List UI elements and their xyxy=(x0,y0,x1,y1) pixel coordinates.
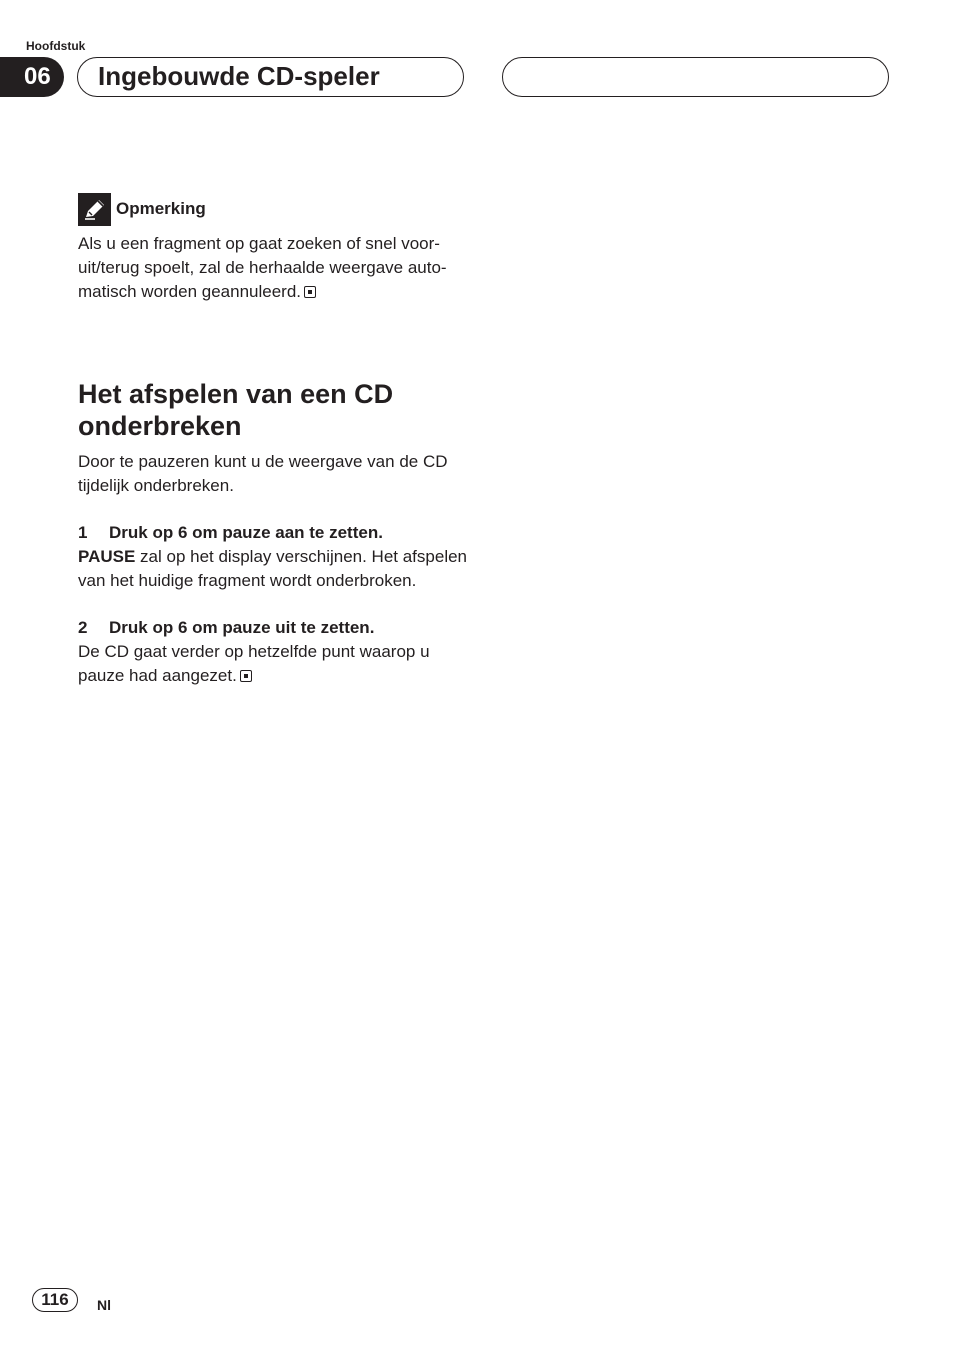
end-mark-icon xyxy=(240,670,252,682)
right-header-pill xyxy=(502,57,889,97)
step-2-number: 2 xyxy=(78,618,88,637)
end-mark-icon xyxy=(304,286,316,298)
note-title: Opmerking xyxy=(116,199,206,218)
section-title: Het afspelen van een CD onderbreken xyxy=(78,379,394,441)
note-text: Als u een fragment op gaat zoeken of snel voor-uit/terug spoelt, zal de herhaalde weergave auto-matisch worden geannuleerd. xyxy=(78,234,447,301)
note-heading xyxy=(78,192,468,226)
pencil-note-icon xyxy=(78,193,111,226)
chapter-label: Hoofdstuk xyxy=(26,39,86,53)
step-1-heading xyxy=(78,521,468,545)
step-2-body: De CD gaat verder op hetzelfde punt waarop u pauze had aangezet. xyxy=(78,642,430,685)
page-number: 116 xyxy=(32,1288,78,1312)
section-intro: Door te pauzeren kunt u de weergave van de CD tijdelijk onderbreken. xyxy=(78,452,448,495)
language-code: Nl xyxy=(97,1297,111,1313)
step-1-number: 1 xyxy=(78,523,88,542)
page-content xyxy=(78,192,468,688)
step-2-heading xyxy=(78,616,468,640)
step-1-heading-text: Druk op 6 om pauze aan te zetten. xyxy=(109,523,383,542)
chapter-title: Ingebouwde CD-speler xyxy=(77,57,464,97)
chapter-number-badge: 06 xyxy=(0,57,64,97)
step-2-heading-text: Druk op 6 om pauze uit te zetten. xyxy=(109,618,375,637)
step-1-body: PAUSE zal op het display verschijnen. Het afspelen van het huidige fragment wordt onderbroken. xyxy=(78,547,468,590)
display-pause-text: PAUSE xyxy=(78,547,136,566)
